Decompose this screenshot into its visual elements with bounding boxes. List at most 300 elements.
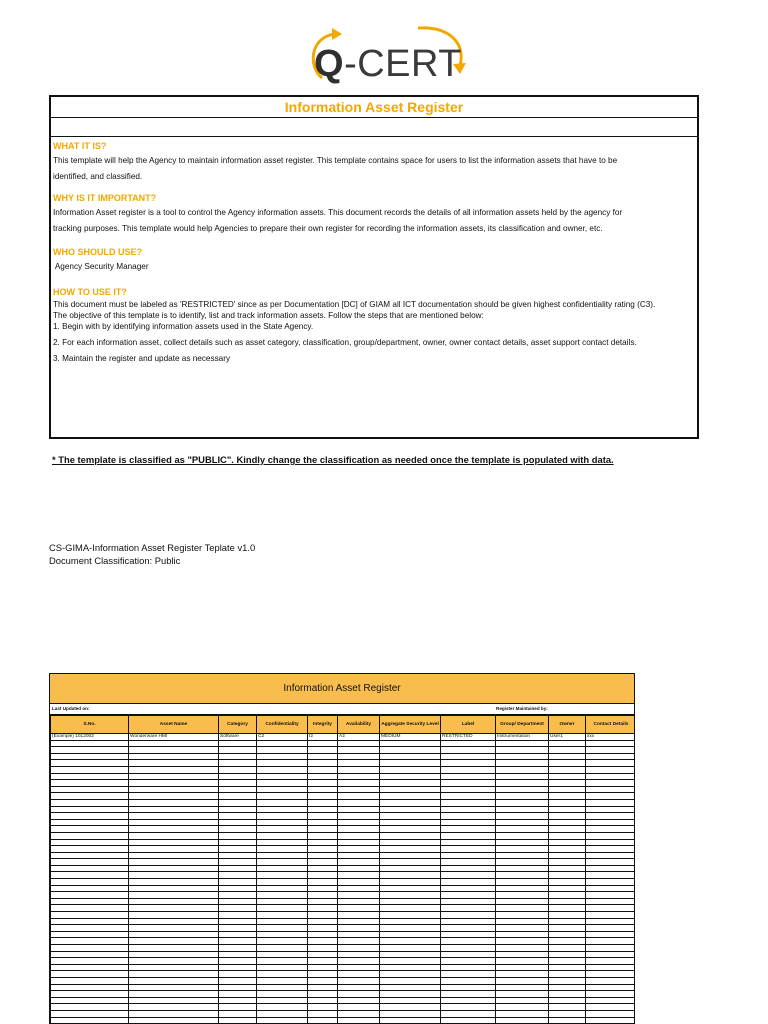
table-cell[interactable] <box>586 984 636 991</box>
table-cell[interactable] <box>51 806 129 813</box>
table-cell[interactable] <box>338 813 380 820</box>
table-cell[interactable] <box>338 799 380 806</box>
table-cell[interactable] <box>496 977 549 984</box>
table-cell[interactable] <box>586 918 636 925</box>
table-cell[interactable] <box>441 852 496 859</box>
table-cell[interactable] <box>380 1010 441 1017</box>
table-cell[interactable] <box>308 780 338 787</box>
table-cell[interactable] <box>308 747 338 754</box>
table-cell[interactable] <box>549 964 586 971</box>
table-cell[interactable] <box>549 859 586 866</box>
table-cell[interactable] <box>219 997 257 1004</box>
table-cell[interactable] <box>257 753 308 760</box>
table-cell[interactable] <box>380 885 441 892</box>
table-cell[interactable] <box>549 799 586 806</box>
cell-confidentiality[interactable]: C2 <box>257 734 308 741</box>
table-cell[interactable] <box>219 879 257 886</box>
table-cell[interactable] <box>441 846 496 853</box>
table-cell[interactable] <box>51 799 129 806</box>
table-cell[interactable] <box>338 872 380 879</box>
table-cell[interactable] <box>496 846 549 853</box>
table-cell[interactable] <box>129 747 219 754</box>
table-cell[interactable] <box>51 925 129 932</box>
table-cell[interactable] <box>586 1017 636 1024</box>
table-cell[interactable] <box>586 925 636 932</box>
table-cell[interactable] <box>441 1004 496 1011</box>
table-cell[interactable] <box>257 760 308 767</box>
table-cell[interactable] <box>380 938 441 945</box>
table-cell[interactable] <box>129 1004 219 1011</box>
table-cell[interactable] <box>338 931 380 938</box>
table-cell[interactable] <box>129 826 219 833</box>
table-cell[interactable] <box>308 826 338 833</box>
table-cell[interactable] <box>586 971 636 978</box>
table-cell[interactable] <box>51 780 129 787</box>
table-cell[interactable] <box>257 931 308 938</box>
table-cell[interactable] <box>441 945 496 952</box>
table-cell[interactable] <box>308 819 338 826</box>
table-cell[interactable] <box>441 780 496 787</box>
table-cell[interactable] <box>380 793 441 800</box>
table-cell[interactable] <box>308 885 338 892</box>
table-cell[interactable] <box>496 806 549 813</box>
table-cell[interactable] <box>51 892 129 899</box>
table-cell[interactable] <box>380 826 441 833</box>
table-cell[interactable] <box>338 892 380 899</box>
table-cell[interactable] <box>51 865 129 872</box>
table-cell[interactable] <box>338 898 380 905</box>
table-cell[interactable] <box>496 760 549 767</box>
table-cell[interactable] <box>586 1004 636 1011</box>
table-cell[interactable] <box>257 740 308 747</box>
table-cell[interactable] <box>308 971 338 978</box>
table-cell[interactable] <box>496 766 549 773</box>
table-cell[interactable] <box>219 773 257 780</box>
cell-contact-details[interactable]: xxx <box>586 734 636 741</box>
table-cell[interactable] <box>549 898 586 905</box>
table-cell[interactable] <box>338 905 380 912</box>
table-cell[interactable] <box>219 859 257 866</box>
table-cell[interactable] <box>380 971 441 978</box>
table-cell[interactable] <box>308 766 338 773</box>
table-cell[interactable] <box>549 984 586 991</box>
table-cell[interactable] <box>219 951 257 958</box>
table-cell[interactable] <box>549 813 586 820</box>
table-cell[interactable] <box>338 859 380 866</box>
table-cell[interactable] <box>441 839 496 846</box>
table-cell[interactable] <box>308 799 338 806</box>
table-cell[interactable] <box>257 846 308 853</box>
table-cell[interactable] <box>51 872 129 879</box>
table-cell[interactable] <box>51 846 129 853</box>
table-cell[interactable] <box>129 925 219 932</box>
table-cell[interactable] <box>380 865 441 872</box>
table-cell[interactable] <box>219 786 257 793</box>
table-cell[interactable] <box>257 938 308 945</box>
table-cell[interactable] <box>441 806 496 813</box>
table-cell[interactable] <box>496 793 549 800</box>
table-cell[interactable] <box>129 786 219 793</box>
table-cell[interactable] <box>586 945 636 952</box>
table-cell[interactable] <box>496 799 549 806</box>
table-cell[interactable] <box>219 766 257 773</box>
table-cell[interactable] <box>586 819 636 826</box>
table-cell[interactable] <box>51 977 129 984</box>
table-cell[interactable] <box>219 793 257 800</box>
table-cell[interactable] <box>380 859 441 866</box>
table-cell[interactable] <box>308 898 338 905</box>
table-cell[interactable] <box>219 1010 257 1017</box>
table-cell[interactable] <box>219 931 257 938</box>
table-cell[interactable] <box>219 806 257 813</box>
table-cell[interactable] <box>380 945 441 952</box>
table-cell[interactable] <box>549 780 586 787</box>
table-cell[interactable] <box>549 918 586 925</box>
table-cell[interactable] <box>338 806 380 813</box>
table-cell[interactable] <box>308 892 338 899</box>
table-cell[interactable] <box>338 1004 380 1011</box>
table-cell[interactable] <box>308 879 338 886</box>
table-cell[interactable] <box>308 786 338 793</box>
table-cell[interactable] <box>441 793 496 800</box>
table-cell[interactable] <box>549 819 586 826</box>
table-cell[interactable] <box>51 951 129 958</box>
table-cell[interactable] <box>129 938 219 945</box>
table-cell[interactable] <box>586 806 636 813</box>
table-cell[interactable] <box>129 740 219 747</box>
table-cell[interactable] <box>496 780 549 787</box>
table-cell[interactable] <box>308 806 338 813</box>
table-cell[interactable] <box>257 766 308 773</box>
table-cell[interactable] <box>586 977 636 984</box>
table-cell[interactable] <box>129 991 219 998</box>
table-cell[interactable] <box>496 997 549 1004</box>
table-cell[interactable] <box>257 971 308 978</box>
table-cell[interactable] <box>51 747 129 754</box>
table-cell[interactable] <box>308 912 338 919</box>
table-cell[interactable] <box>308 740 338 747</box>
table-cell[interactable] <box>129 859 219 866</box>
table-cell[interactable] <box>51 958 129 965</box>
table-cell[interactable] <box>586 740 636 747</box>
table-cell[interactable] <box>257 991 308 998</box>
table-cell[interactable] <box>51 1010 129 1017</box>
table-cell[interactable] <box>586 786 636 793</box>
table-cell[interactable] <box>129 879 219 886</box>
table-cell[interactable] <box>257 865 308 872</box>
table-cell[interactable] <box>380 773 441 780</box>
table-cell[interactable] <box>380 766 441 773</box>
table-cell[interactable] <box>441 925 496 932</box>
table-cell[interactable] <box>549 865 586 872</box>
table-cell[interactable] <box>338 964 380 971</box>
table-cell[interactable] <box>129 839 219 846</box>
table-cell[interactable] <box>129 793 219 800</box>
table-cell[interactable] <box>441 898 496 905</box>
table-cell[interactable] <box>496 852 549 859</box>
table-cell[interactable] <box>308 964 338 971</box>
table-cell[interactable] <box>308 865 338 872</box>
table-cell[interactable] <box>129 846 219 853</box>
table-cell[interactable] <box>129 813 219 820</box>
table-cell[interactable] <box>51 826 129 833</box>
table-cell[interactable] <box>219 1004 257 1011</box>
table-cell[interactable] <box>380 799 441 806</box>
table-cell[interactable] <box>380 872 441 879</box>
table-cell[interactable] <box>586 879 636 886</box>
table-cell[interactable] <box>257 799 308 806</box>
table-cell[interactable] <box>338 846 380 853</box>
table-cell[interactable] <box>496 839 549 846</box>
table-cell[interactable] <box>257 898 308 905</box>
table-cell[interactable] <box>51 852 129 859</box>
table-cell[interactable] <box>51 984 129 991</box>
table-cell[interactable] <box>51 964 129 971</box>
table-cell[interactable] <box>338 740 380 747</box>
table-cell[interactable] <box>496 813 549 820</box>
table-cell[interactable] <box>441 819 496 826</box>
table-cell[interactable] <box>380 753 441 760</box>
table-cell[interactable] <box>51 991 129 998</box>
table-cell[interactable] <box>380 892 441 899</box>
table-cell[interactable] <box>219 872 257 879</box>
table-cell[interactable] <box>441 977 496 984</box>
table-cell[interactable] <box>549 991 586 998</box>
table-cell[interactable] <box>380 806 441 813</box>
table-cell[interactable] <box>129 971 219 978</box>
table-cell[interactable] <box>308 793 338 800</box>
table-cell[interactable] <box>308 977 338 984</box>
table-cell[interactable] <box>308 852 338 859</box>
table-cell[interactable] <box>257 905 308 912</box>
table-cell[interactable] <box>219 826 257 833</box>
table-cell[interactable] <box>51 945 129 952</box>
table-cell[interactable] <box>51 753 129 760</box>
table-cell[interactable] <box>586 766 636 773</box>
table-cell[interactable] <box>308 1004 338 1011</box>
table-cell[interactable] <box>338 945 380 952</box>
table-cell[interactable] <box>586 964 636 971</box>
cell-availability[interactable]: A2 <box>338 734 380 741</box>
table-cell[interactable] <box>441 865 496 872</box>
table-cell[interactable] <box>380 780 441 787</box>
cell-integrity[interactable]: I2 <box>308 734 338 741</box>
table-cell[interactable] <box>496 984 549 991</box>
table-cell[interactable] <box>51 918 129 925</box>
table-cell[interactable] <box>441 997 496 1004</box>
table-cell[interactable] <box>549 931 586 938</box>
table-cell[interactable] <box>380 852 441 859</box>
cell-label[interactable]: RESTRICTED <box>441 734 496 741</box>
table-cell[interactable] <box>308 1010 338 1017</box>
table-cell[interactable] <box>496 1004 549 1011</box>
table-cell[interactable] <box>308 938 338 945</box>
table-cell[interactable] <box>257 951 308 958</box>
table-cell[interactable] <box>129 865 219 872</box>
table-cell[interactable] <box>549 806 586 813</box>
table-cell[interactable] <box>51 819 129 826</box>
table-cell[interactable] <box>441 832 496 839</box>
table-cell[interactable] <box>380 747 441 754</box>
table-cell[interactable] <box>308 773 338 780</box>
table-cell[interactable] <box>219 819 257 826</box>
table-cell[interactable] <box>51 997 129 1004</box>
table-cell[interactable] <box>441 747 496 754</box>
table-cell[interactable] <box>380 760 441 767</box>
table-cell[interactable] <box>441 964 496 971</box>
table-cell[interactable] <box>257 773 308 780</box>
table-cell[interactable] <box>496 865 549 872</box>
table-cell[interactable] <box>586 905 636 912</box>
table-cell[interactable] <box>338 984 380 991</box>
table-cell[interactable] <box>51 786 129 793</box>
table-cell[interactable] <box>441 918 496 925</box>
table-cell[interactable] <box>549 793 586 800</box>
table-cell[interactable] <box>308 958 338 965</box>
table-cell[interactable] <box>219 977 257 984</box>
table-cell[interactable] <box>549 740 586 747</box>
table-cell[interactable] <box>380 846 441 853</box>
table-cell[interactable] <box>441 826 496 833</box>
table-cell[interactable] <box>257 1004 308 1011</box>
table-cell[interactable] <box>219 905 257 912</box>
table-cell[interactable] <box>549 832 586 839</box>
table-cell[interactable] <box>219 813 257 820</box>
table-cell[interactable] <box>338 852 380 859</box>
table-cell[interactable] <box>129 958 219 965</box>
table-cell[interactable] <box>129 984 219 991</box>
table-cell[interactable] <box>380 964 441 971</box>
table-cell[interactable] <box>308 925 338 932</box>
table-cell[interactable] <box>549 912 586 919</box>
table-cell[interactable] <box>496 740 549 747</box>
table-cell[interactable] <box>219 912 257 919</box>
table-cell[interactable] <box>380 984 441 991</box>
table-cell[interactable] <box>380 951 441 958</box>
table-cell[interactable] <box>441 879 496 886</box>
table-cell[interactable] <box>257 912 308 919</box>
table-cell[interactable] <box>129 780 219 787</box>
table-cell[interactable] <box>496 925 549 932</box>
table-cell[interactable] <box>51 885 129 892</box>
table-cell[interactable] <box>219 925 257 932</box>
table-cell[interactable] <box>257 977 308 984</box>
table-cell[interactable] <box>51 839 129 846</box>
table-cell[interactable] <box>338 951 380 958</box>
table-cell[interactable] <box>549 951 586 958</box>
table-cell[interactable] <box>219 852 257 859</box>
table-cell[interactable] <box>129 799 219 806</box>
table-cell[interactable] <box>380 819 441 826</box>
table-cell[interactable] <box>441 951 496 958</box>
table-cell[interactable] <box>496 1017 549 1024</box>
table-cell[interactable] <box>549 839 586 846</box>
table-cell[interactable] <box>219 938 257 945</box>
table-cell[interactable] <box>496 747 549 754</box>
table-cell[interactable] <box>549 958 586 965</box>
table-cell[interactable] <box>51 938 129 945</box>
table-cell[interactable] <box>129 951 219 958</box>
table-cell[interactable] <box>338 885 380 892</box>
table-cell[interactable] <box>51 766 129 773</box>
table-cell[interactable] <box>51 879 129 886</box>
table-cell[interactable] <box>219 747 257 754</box>
table-cell[interactable] <box>129 819 219 826</box>
table-cell[interactable] <box>380 905 441 912</box>
cell-aggregate-security-level[interactable]: MEDIUM <box>380 734 441 741</box>
table-cell[interactable] <box>496 931 549 938</box>
table-cell[interactable] <box>257 839 308 846</box>
table-cell[interactable] <box>441 958 496 965</box>
table-cell[interactable] <box>219 740 257 747</box>
table-cell[interactable] <box>129 766 219 773</box>
table-cell[interactable] <box>496 951 549 958</box>
table-cell[interactable] <box>549 747 586 754</box>
table-cell[interactable] <box>308 997 338 1004</box>
table-cell[interactable] <box>338 971 380 978</box>
table-cell[interactable] <box>257 958 308 965</box>
table-cell[interactable] <box>129 945 219 952</box>
table-cell[interactable] <box>129 918 219 925</box>
table-cell[interactable] <box>586 760 636 767</box>
table-cell[interactable] <box>219 865 257 872</box>
table-cell[interactable] <box>441 740 496 747</box>
table-cell[interactable] <box>496 958 549 965</box>
table-cell[interactable] <box>549 977 586 984</box>
table-cell[interactable] <box>549 879 586 886</box>
table-cell[interactable] <box>338 925 380 932</box>
table-cell[interactable] <box>549 1017 586 1024</box>
table-cell[interactable] <box>51 931 129 938</box>
table-cell[interactable] <box>549 1004 586 1011</box>
table-cell[interactable] <box>51 971 129 978</box>
table-cell[interactable] <box>338 1010 380 1017</box>
table-cell[interactable] <box>441 971 496 978</box>
table-cell[interactable] <box>308 813 338 820</box>
table-cell[interactable] <box>219 991 257 998</box>
table-cell[interactable] <box>549 938 586 945</box>
table-cell[interactable] <box>257 747 308 754</box>
table-cell[interactable] <box>257 997 308 1004</box>
table-cell[interactable] <box>51 813 129 820</box>
table-cell[interactable] <box>549 786 586 793</box>
table-cell[interactable] <box>586 753 636 760</box>
table-cell[interactable] <box>549 971 586 978</box>
table-cell[interactable] <box>549 997 586 1004</box>
cell-asset-name[interactable]: Wonderware HMI <box>129 734 219 741</box>
table-cell[interactable] <box>257 945 308 952</box>
table-cell[interactable] <box>441 813 496 820</box>
table-cell[interactable] <box>257 1010 308 1017</box>
table-cell[interactable] <box>338 1017 380 1024</box>
table-cell[interactable] <box>51 793 129 800</box>
table-cell[interactable] <box>51 832 129 839</box>
table-cell[interactable] <box>308 846 338 853</box>
table-cell[interactable] <box>496 991 549 998</box>
table-cell[interactable] <box>549 766 586 773</box>
table-cell[interactable] <box>338 977 380 984</box>
table-cell[interactable] <box>51 859 129 866</box>
table-cell[interactable] <box>257 879 308 886</box>
table-cell[interactable] <box>338 826 380 833</box>
table-cell[interactable] <box>586 773 636 780</box>
table-cell[interactable] <box>380 740 441 747</box>
table-cell[interactable] <box>549 945 586 952</box>
table-cell[interactable] <box>496 938 549 945</box>
table-cell[interactable] <box>129 852 219 859</box>
table-cell[interactable] <box>586 852 636 859</box>
table-cell[interactable] <box>496 885 549 892</box>
